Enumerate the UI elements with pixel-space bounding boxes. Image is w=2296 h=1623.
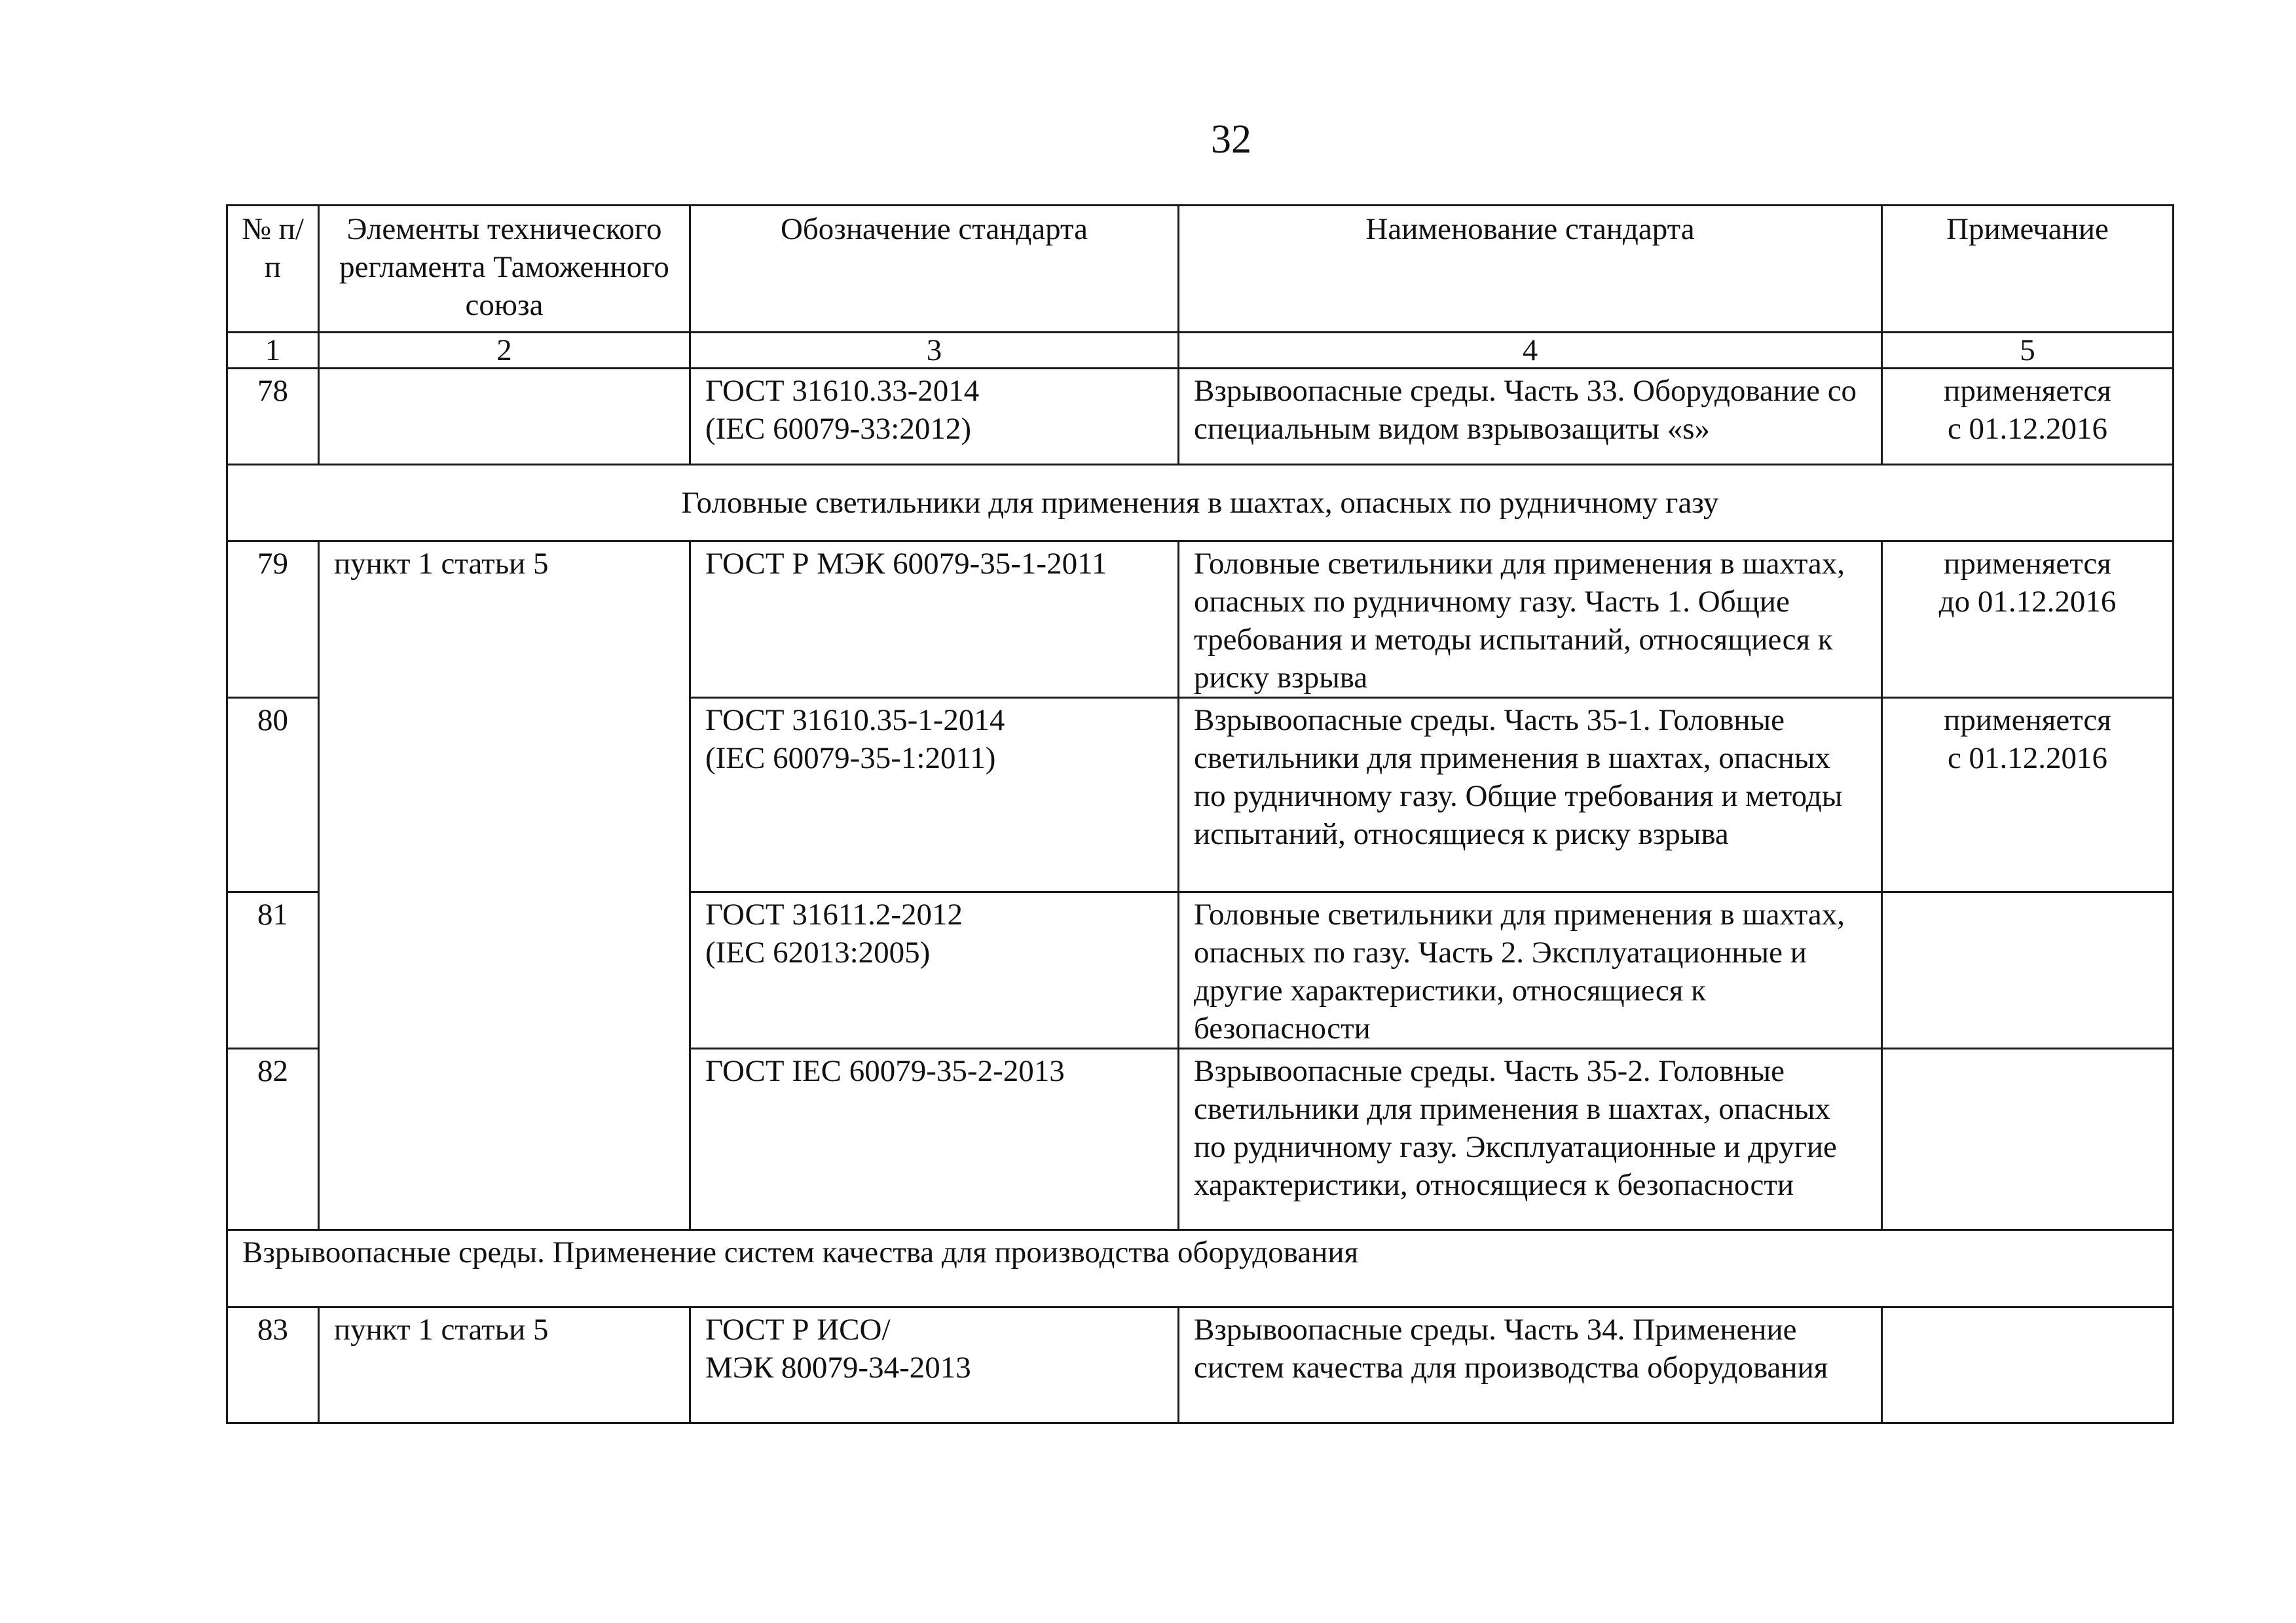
row-element: пункт 1 статьи 5	[319, 1307, 690, 1423]
row-designation	[690, 1049, 1179, 1230]
column-number: 5	[1882, 333, 2174, 369]
designation-line: ГОСТ Р ИСО/	[705, 1313, 891, 1347]
row-note	[1882, 892, 2174, 1049]
designation-line: ГОСТ IEC 60079-35-2-2013	[705, 1054, 1065, 1088]
note-line: с 01.12.2016	[1947, 741, 2108, 775]
section-row	[227, 465, 2174, 541]
row-element	[319, 369, 690, 465]
row-number: 79	[227, 541, 319, 698]
row-designation	[690, 369, 1179, 465]
section-heading: Головные светильники для применения в шахтах, опасных по рудничному газу	[227, 465, 2174, 541]
designation-line: ГОСТ Р МЭК 60079-35-1-2011	[705, 547, 1107, 581]
header-note: Примечание	[1882, 206, 2174, 333]
row-standard-name: Взрывоопасные среды. Часть 34. Применение систем качества для производства оборудования	[1179, 1307, 1882, 1423]
row-number: 81	[227, 892, 319, 1049]
header-designation: Обозначение стандарта	[690, 206, 1179, 333]
column-number: 2	[319, 333, 690, 369]
table-row	[227, 541, 2174, 698]
row-designation	[690, 1307, 1179, 1423]
row-designation	[690, 892, 1179, 1049]
note-line: до 01.12.2016	[1938, 585, 2117, 619]
section-row	[227, 1230, 2174, 1307]
column-number: 1	[227, 333, 319, 369]
table-row	[227, 1307, 2174, 1423]
row-note	[1882, 1049, 2174, 1230]
row-element: пункт 1 статьи 5	[319, 541, 690, 1230]
designation-line: ГОСТ 31610.35-1-2014	[705, 703, 1005, 737]
row-note	[1882, 698, 2174, 892]
row-designation	[690, 541, 1179, 698]
row-designation	[690, 698, 1179, 892]
column-numbers-row	[227, 333, 2174, 369]
designation-line: ГОСТ 31611.2-2012	[705, 898, 963, 932]
column-number: 4	[1179, 333, 1882, 369]
row-standard-name: Головные светильники для применения в шахтах, опасных по рудничному газу. Часть 1. Общие требования и методы испытаний, относящиеся к риску взрыва	[1179, 541, 1882, 698]
row-number: 82	[227, 1049, 319, 1230]
note-line: с 01.12.2016	[1947, 412, 2108, 446]
designation-line: (IEC 60079-33:2012)	[705, 412, 971, 446]
row-standard-name: Взрывоопасные среды. Часть 35-2. Головные светильники для применения в шахтах, опасных по рудничному газу. Эксплуатационные и другие характеристики, относящиеся к безопасности	[1179, 1049, 1882, 1230]
row-standard-name: Взрывоопасные среды. Часть 35-1. Головные светильники для применения в шахтах, опасных по рудничному газу. Общие требования и методы испытаний, относящиеся к риску взрыва	[1179, 698, 1882, 892]
row-note	[1882, 369, 2174, 465]
table-header-row	[227, 206, 2174, 333]
row-number: 80	[227, 698, 319, 892]
designation-line: (IEC 60079-35-1:2011)	[705, 741, 996, 775]
note-line: применяется	[1944, 703, 2111, 737]
page-number: 32	[1211, 117, 1251, 162]
note-line: применяется	[1944, 374, 2111, 408]
designation-line: ГОСТ 31610.33-2014	[705, 374, 980, 408]
table-row	[227, 369, 2174, 465]
row-note	[1882, 1307, 2174, 1423]
note-line: применяется	[1944, 547, 2111, 581]
section-heading: Взрывоопасные среды. Применение систем качества для производства оборудования	[227, 1230, 2174, 1307]
designation-line: МЭК 80079-34-2013	[705, 1351, 971, 1385]
row-standard-name: Головные светильники для применения в шахтах, опасных по газу. Часть 2. Эксплуатационные и другие характеристики, относящиеся к безопасности	[1179, 892, 1882, 1049]
header-elements: Элементы технического регламента Таможенного союза	[319, 206, 690, 333]
standards-table	[226, 204, 2174, 1424]
row-standard-name: Взрывоопасные среды. Часть 33. Оборудование со специальным видом взрывозащиты «s»	[1179, 369, 1882, 465]
row-note	[1882, 541, 2174, 698]
column-number: 3	[690, 333, 1179, 369]
header-number: № п/п	[227, 206, 319, 333]
row-number: 83	[227, 1307, 319, 1423]
row-number: 78	[227, 369, 319, 465]
designation-line: (IEC 62013:2005)	[705, 936, 931, 970]
header-name: Наименование стандарта	[1179, 206, 1882, 333]
